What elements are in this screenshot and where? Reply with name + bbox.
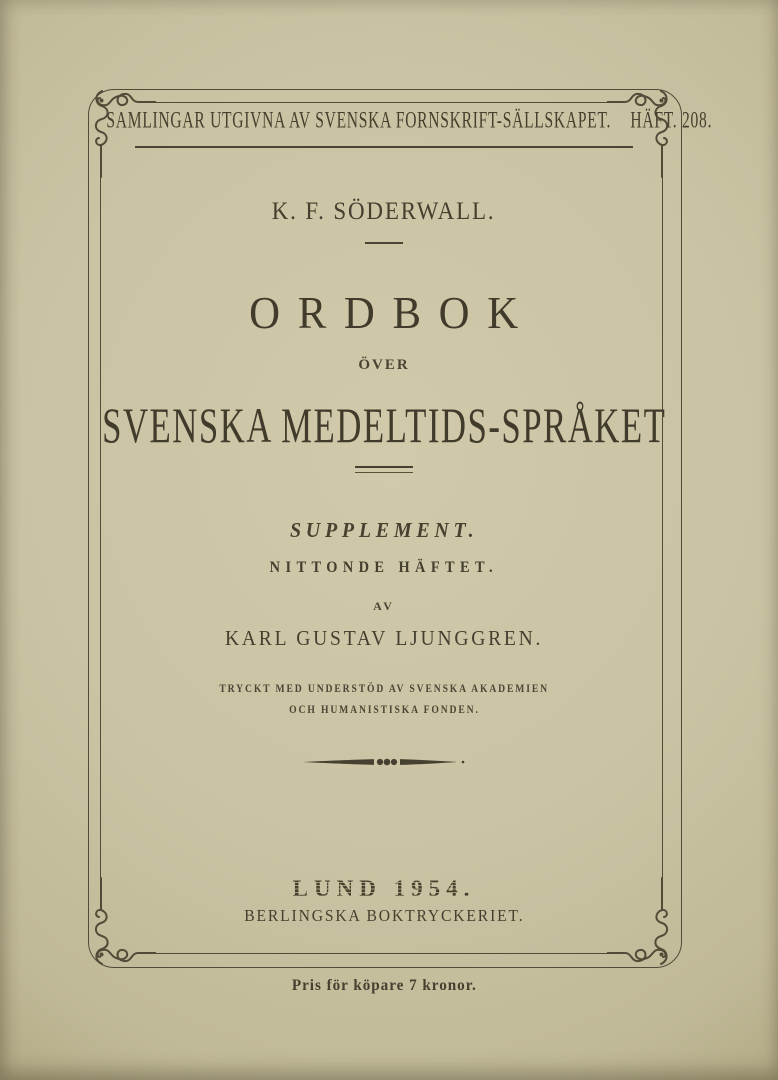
imprint-city-year: LUND 1954. — [292, 876, 476, 901]
byline-connector: AV — [373, 599, 395, 613]
imprint-printer: BERLINGSKA BOKTRYCKERIET. — [243, 906, 525, 925]
supplement-author: KARL GUSTAV LJUNGGREN. — [224, 626, 544, 650]
funding-note-line1: TRYCKT MED UNDERSTÖD AV SVENSKA AKADEMIEN — [219, 683, 549, 695]
series-underline — [135, 146, 633, 148]
series-title: SAMLINGAR UTGIVNA AV SVENSKA FORNSKRIFT-SÄLLSKAPET. — [106, 107, 612, 133]
title-connector: ÖVER — [358, 357, 410, 373]
author-rule — [365, 242, 403, 244]
subtitle-title: SVENSKA MEDELTIDS-SPRÅKET — [101, 398, 667, 454]
funding-note-line2: OCH HUMANISTISKA FONDEN. — [288, 704, 480, 716]
swelled-rule-icon — [300, 754, 470, 775]
author-name: K. F. SÖDERWALL. — [272, 198, 496, 225]
series-issue-number: HÄFT. 208. — [630, 107, 713, 133]
supplement-label: SUPPLEMENT. — [289, 518, 479, 542]
inner-border-bottom — [156, 953, 607, 954]
inner-border-top — [156, 102, 607, 103]
series-line — [0, 108, 768, 133]
price-note: Pris för köpare 7 kronor. — [291, 977, 477, 994]
subtitle-double-rule — [355, 466, 413, 473]
main-title: ORDBOK — [249, 287, 537, 338]
issue-label: NITTONDE HÄFTET. — [269, 559, 499, 576]
